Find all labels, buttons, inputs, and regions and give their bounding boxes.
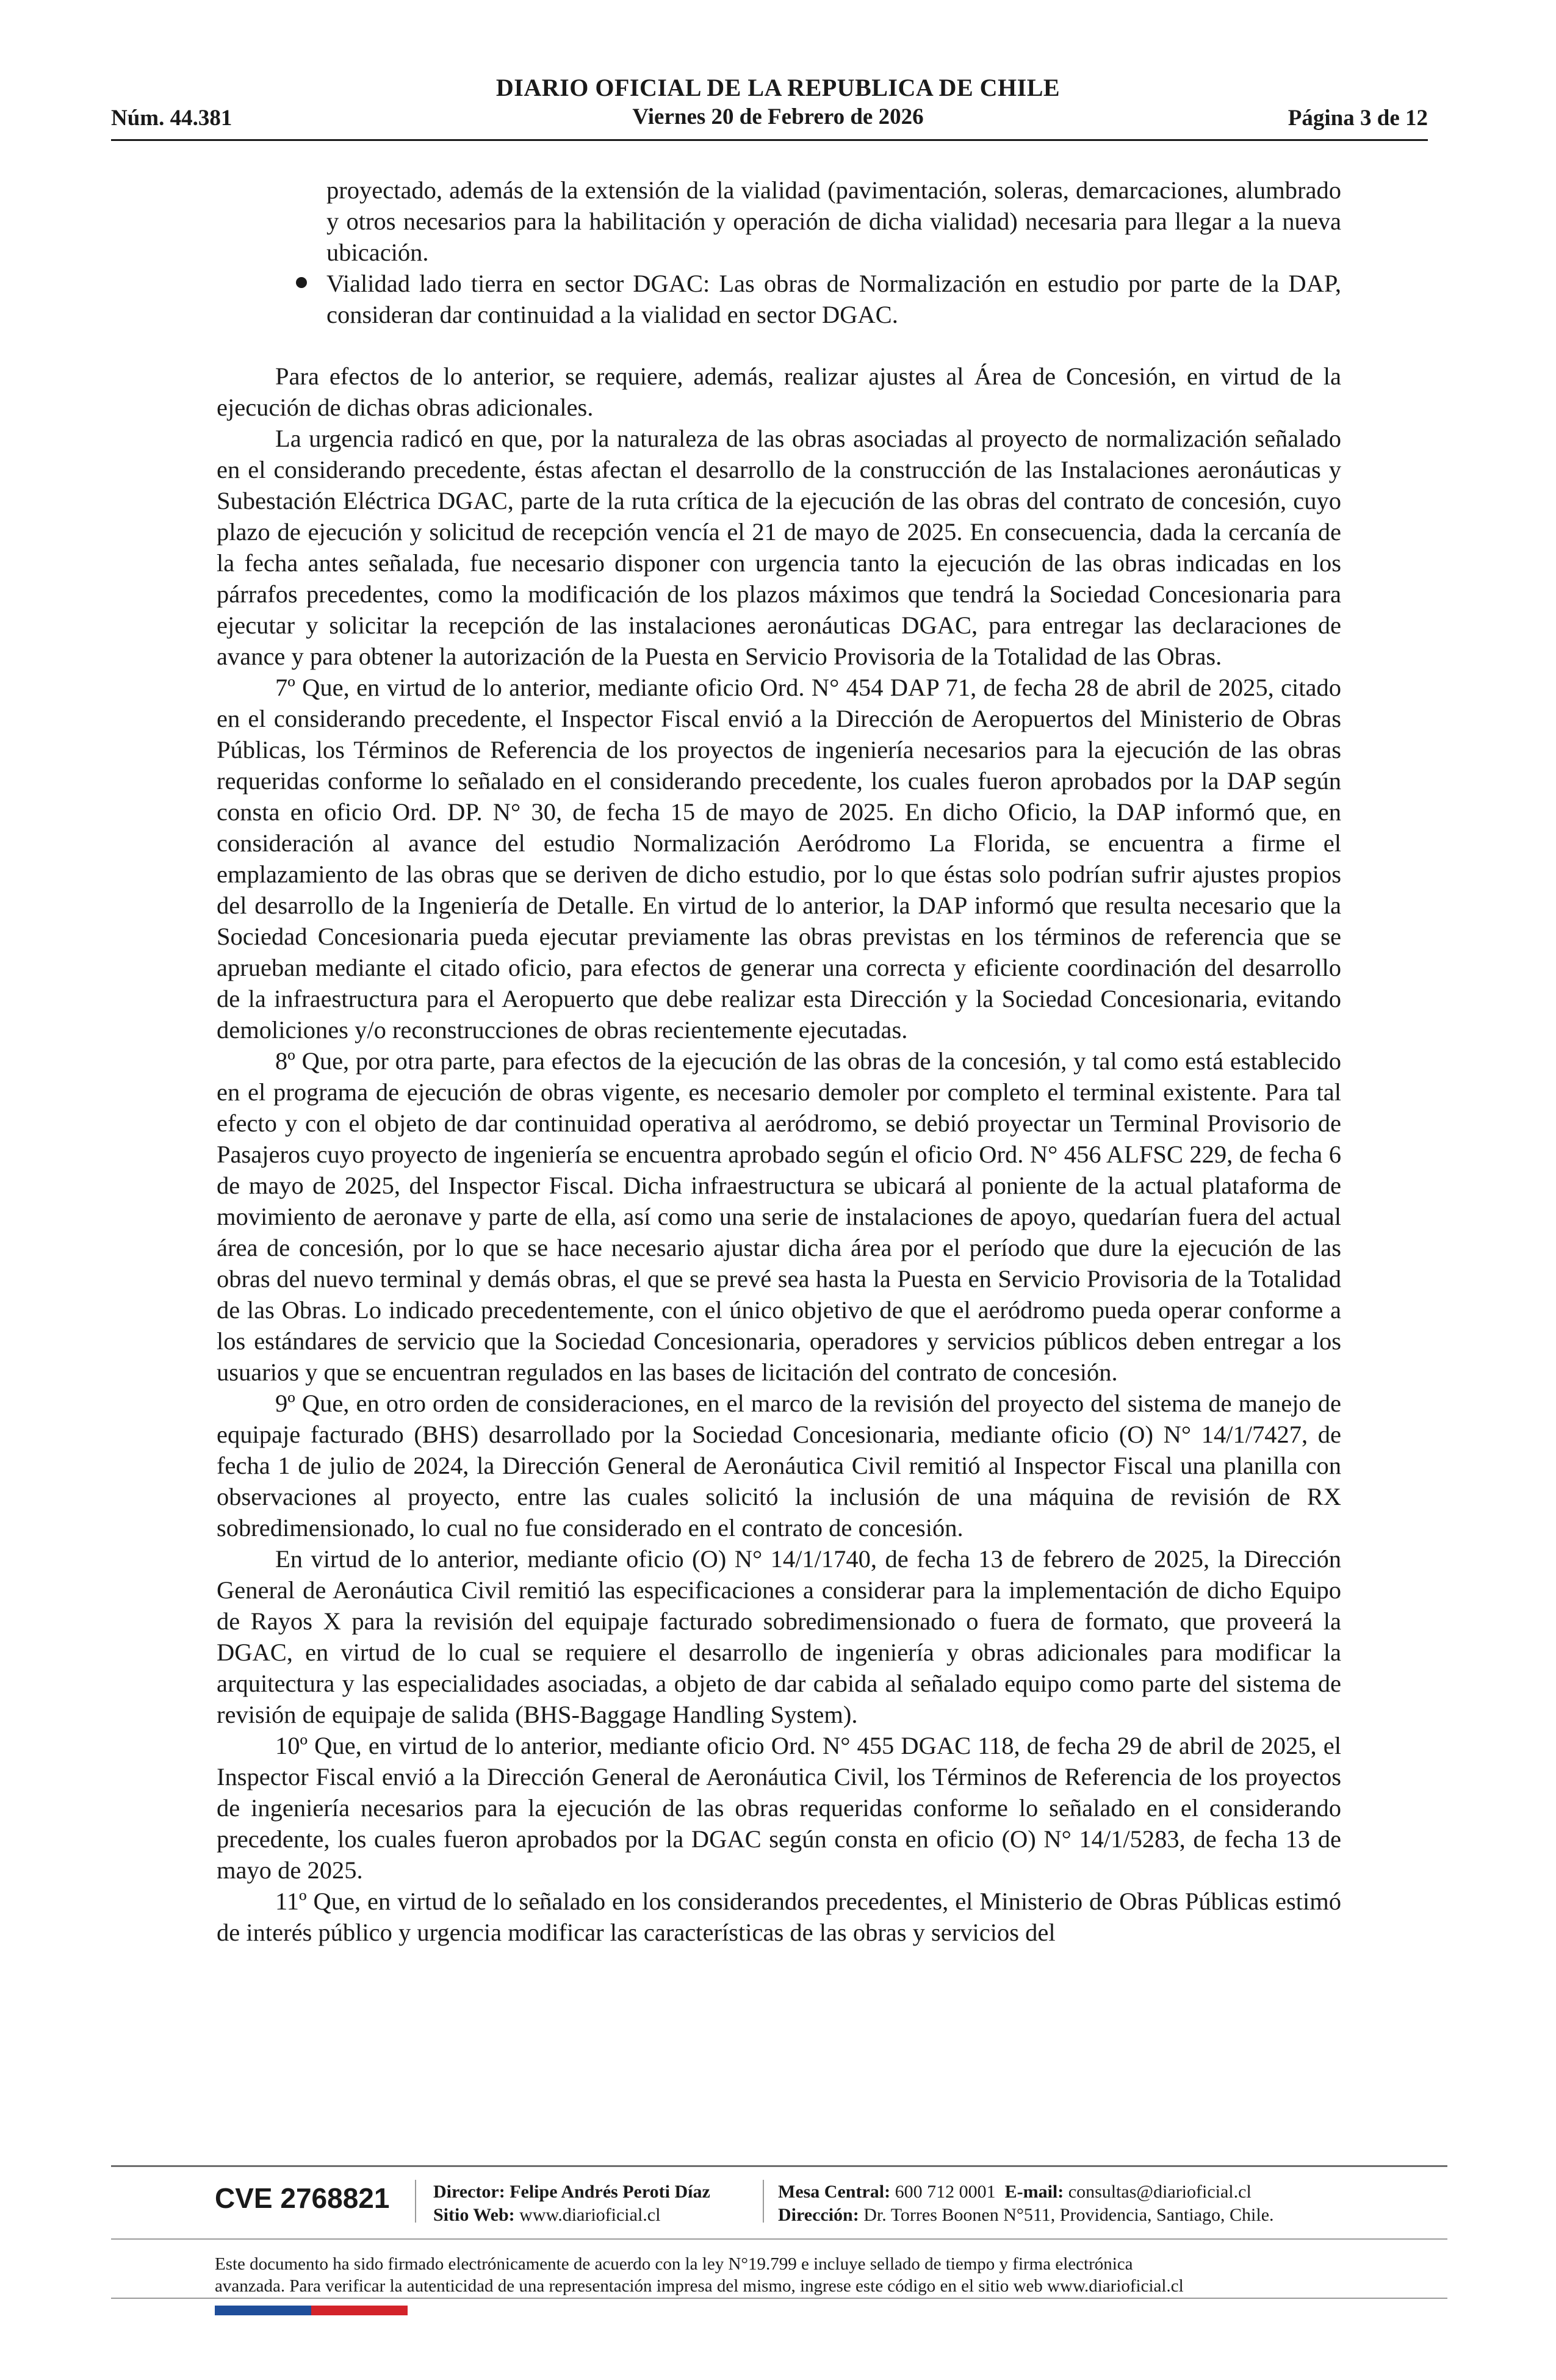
flag-stripe-blue: [215, 2306, 311, 2315]
bullet-item: [217, 268, 1341, 330]
paragraph-considerando-8: 8º Que, por otra parte, para efectos de la ejecución de las obras de la concesión, y tal como está establecido en el programa de ejecución de obras vigente, es necesario demoler por completo el terminal existente. Para tal efecto y con el objeto de dar continuidad operativa al aeródromo, se debió proyectar un Terminal Provisorio de Pasajeros cuyo proyecto de ingeniería se encuentra aprobado según el oficio Ord. N° 456 ALFSC 229, de fecha 6 de mayo de 2025, del Inspector Fiscal. Dicha infraestructura se ubicará al poniente de la actual plataforma de movimiento de aeronave y parte de ella, así como una serie de instalaciones de apoyo, quedarían fuera del actual área de concesión, por lo que se hace necesario ajustar dicha área por el período que dure la ejecución de las obras del nuevo terminal y demás obras, el que se prevé sea hasta la Puesta en Servicio Provisoria de la Totalidad de las Obras. Lo indicado precedentemente, con el único objetivo de que el aeródromo pueda operar conforme a los estándares de servicio que la Sociedad Concesionaria, operadores y servicios públicos deben entregar a los usuarios y que se encuentran regulados en las bases de licitación del contrato de concesión.: [217, 1047, 1341, 1386]
paragraph: En virtud de lo anterior, mediante oficio (O) N° 14/1/1740, de fecha 13 de febrero de 2025, la Dirección General de Aeronáutica Civil remitió las especificaciones a considerar para la implementación de dicho Equipo de Rayos X para la revisión del equipaje facturado sobredimensionado o fuera de formato, que proveerá la DGAC, en virtud de lo cual se requiere el desarrollo de ingeniería y obras adicionales para modificar la arquitectura y las especialidades asociadas, a objeto de dar cabida al señalado equipo como parte del sistema de revisión de equipaje de salida (BHS-Baggage Handling System).: [217, 1545, 1341, 1728]
publication-date: Viernes 20 de Febrero de 2026: [632, 104, 924, 129]
site-link[interactable]: www.diarioficial.cl: [519, 2205, 661, 2225]
legal-line: avanzada. Para verificar la autenticidad de una representación impresa del mismo, ingrese este código en el sitio web www.diarioficial.cl: [215, 2276, 1184, 2296]
paragraph: La urgencia radicó en que, por la naturaleza de las obras asociadas al proyecto de normalización señalado en el considerando precedente, éstas afectan el desarrollo de la construcción de las Instalaciones aeronáuticas y Subestación Eléctrica DGAC, parte de la ruta crítica de la ejecución de las obras del contrato de concesión, cuyo plazo de ejecución y solicitud de recepción vencía el 21 de mayo de 2025. En consecuencia, dada la cercanía de la fecha antes señalada, fue necesario disponer con urgencia tanto la ejecución de las obras indicadas en los párrafos precedentes, como la modificación de los plazos máximos que tendrá la Sociedad Concesionaria para ejecutar y solicitar la recepción de las instalaciones aeronáuticas DGAC, para entregar las declaraciones de avance y para obtener la autorización de la Puesta en Servicio Provisoria de la Totalidad de las Obras.: [217, 425, 1341, 670]
paragraph-continuation: proyectado, además de la extensión de la vialidad (pavimentación, soleras, demarcaciones, alumbrado y otros necesarios para la habilitación y operación de dicha vialidad) necesaria para llegar a la nueva ubicación.: [326, 176, 1341, 266]
footer-divider-top: [111, 2165, 1447, 2167]
director-name: Felipe Andrés Peroti Díaz: [510, 2182, 710, 2202]
footer-divider-middle: [111, 2238, 1447, 2240]
publication-title: DIARIO OFICIAL DE LA REPUBLICA DE CHILE: [495, 74, 1061, 101]
footer-separator: [415, 2180, 416, 2223]
email-label: E-mail:: [1004, 2182, 1064, 2202]
phone-number: 600 712 0001: [895, 2182, 996, 2202]
flag-stripe-red: [311, 2306, 408, 2315]
footer-divider-bottom: [111, 2298, 1447, 2299]
director-label: Director:: [433, 2182, 505, 2202]
address-text: Dr. Torres Boonen N°511, Providencia, Santiago, Chile.: [863, 2205, 1274, 2225]
bullet-text: Vialidad lado tierra en sector DGAC: Las obras de Normalización en estudio por parte de la DAP, consideran dar continuidad a la vialidad en sector DGAC.: [326, 270, 1341, 328]
bullet-dot-icon: [296, 277, 307, 288]
address-label: Dirección:: [778, 2205, 859, 2225]
contact-block: [778, 2180, 1274, 2227]
paragraph-considerando-10: 10º Que, en virtud de lo anterior, mediante oficio Ord. N° 455 DGAC 118, de fecha 29 de abril de 2025, el Inspector Fiscal envió a la Dirección General de Aeronáutica Civil, los Términos de Referencia de los proyectos de ingeniería necesarios para la ejecución de las obras requeridas conforme lo señalado en el considerando precedente, los cuales fueron aprobados por la DGAC según consta en oficio (O) N° 14/1/5283, de fecha 13 de mayo de 2025.: [217, 1732, 1341, 1884]
paragraph-considerando-7: 7º Que, en virtud de lo anterior, mediante oficio Ord. N° 454 DAP 71, de fecha 28 de abril de 2025, citado en el considerando precedente, el Inspector Fiscal envió a la Dirección de Aeropuertos del Ministerio de Obras Públicas, los Términos de Referencia de los proyectos de ingeniería necesarios para la ejecución de las obras requeridas conforme lo señalado en el considerando precedente, los cuales fueron aprobados por la DAP según consta en oficio Ord. DP. N° 30, de fecha 15 de mayo de 2025. En dicho Oficio, la DAP informó que, en consideración al avance del estudio Normalización Aeródromo La Florida, se encuentra a firme el emplazamiento de las obras que se deriven de dicho estudio, por lo que éstas solo podrían sufrir ajustes propios del desarrollo de la Ingeniería de Detalle. En virtud de lo anterior, la DAP informó que resulta necesario que la Sociedad Concesionaria pueda ejecutar previamente las obras previstas en los términos de referencia que se aprueban mediante el citado oficio, para efectos de generar una correcta y eficiente coordinación del desarrollo de la infraestructura para el Aeropuerto que debe realizar esta Dirección y la Sociedad Concesionaria, evitando demoliciones y/o reconstrucciones de obras recientemente ejecutadas.: [217, 674, 1341, 1044]
page-header: [0, 0, 1556, 146]
paragraph: Para efectos de lo anterior, se requiere, además, realizar ajustes al Área de Concesión, en virtud de la ejecución de dichas obras adicionales.: [217, 362, 1341, 421]
paragraph-considerando-11: 11º Que, en virtud de lo señalado en los considerandos precedentes, el Ministerio de Obras Públicas estimó de interés público y urgencia modificar las características de las obras y servicios del: [217, 1888, 1341, 1946]
legal-notice: [215, 2253, 1362, 2297]
phone-label: Mesa Central:: [778, 2182, 891, 2202]
page-number: Página 3 de 12: [1288, 106, 1428, 131]
spacer: [217, 330, 1341, 361]
legal-line: Este documento ha sido firmado electrónicamente de acuerdo con la ley N°19.799 e incluye sellado de tiempo y firma electrónica: [215, 2254, 1133, 2274]
director-block: [433, 2180, 710, 2227]
footer-separator: [763, 2180, 764, 2223]
cve-code: CVE 2768821: [215, 2182, 390, 2214]
email-link[interactable]: consultas@diarioficial.cl: [1068, 2182, 1252, 2202]
header-divider: [111, 139, 1428, 141]
issue-number: Núm. 44.381: [111, 106, 232, 131]
document-body: [217, 175, 1341, 1948]
paragraph-considerando-9: 9º Que, en otro orden de consideraciones, en el marco de la revisión del proyecto del sistema de manejo de equipaje facturado (BHS) desarrollado por la Sociedad Concesionaria, mediante oficio (O) N° 14/1/7427, de fecha 1 de julio de 2024, la Dirección General de Aeronáutica Civil remitió al Inspector Fiscal una planilla con observaciones al proyecto, entre las cuales solicitó la inclusión de una máquina de revisión de RX sobredimensionado, lo cual no fue considerado en el contrato de concesión.: [217, 1390, 1341, 1542]
site-label: Sitio Web:: [433, 2205, 515, 2225]
